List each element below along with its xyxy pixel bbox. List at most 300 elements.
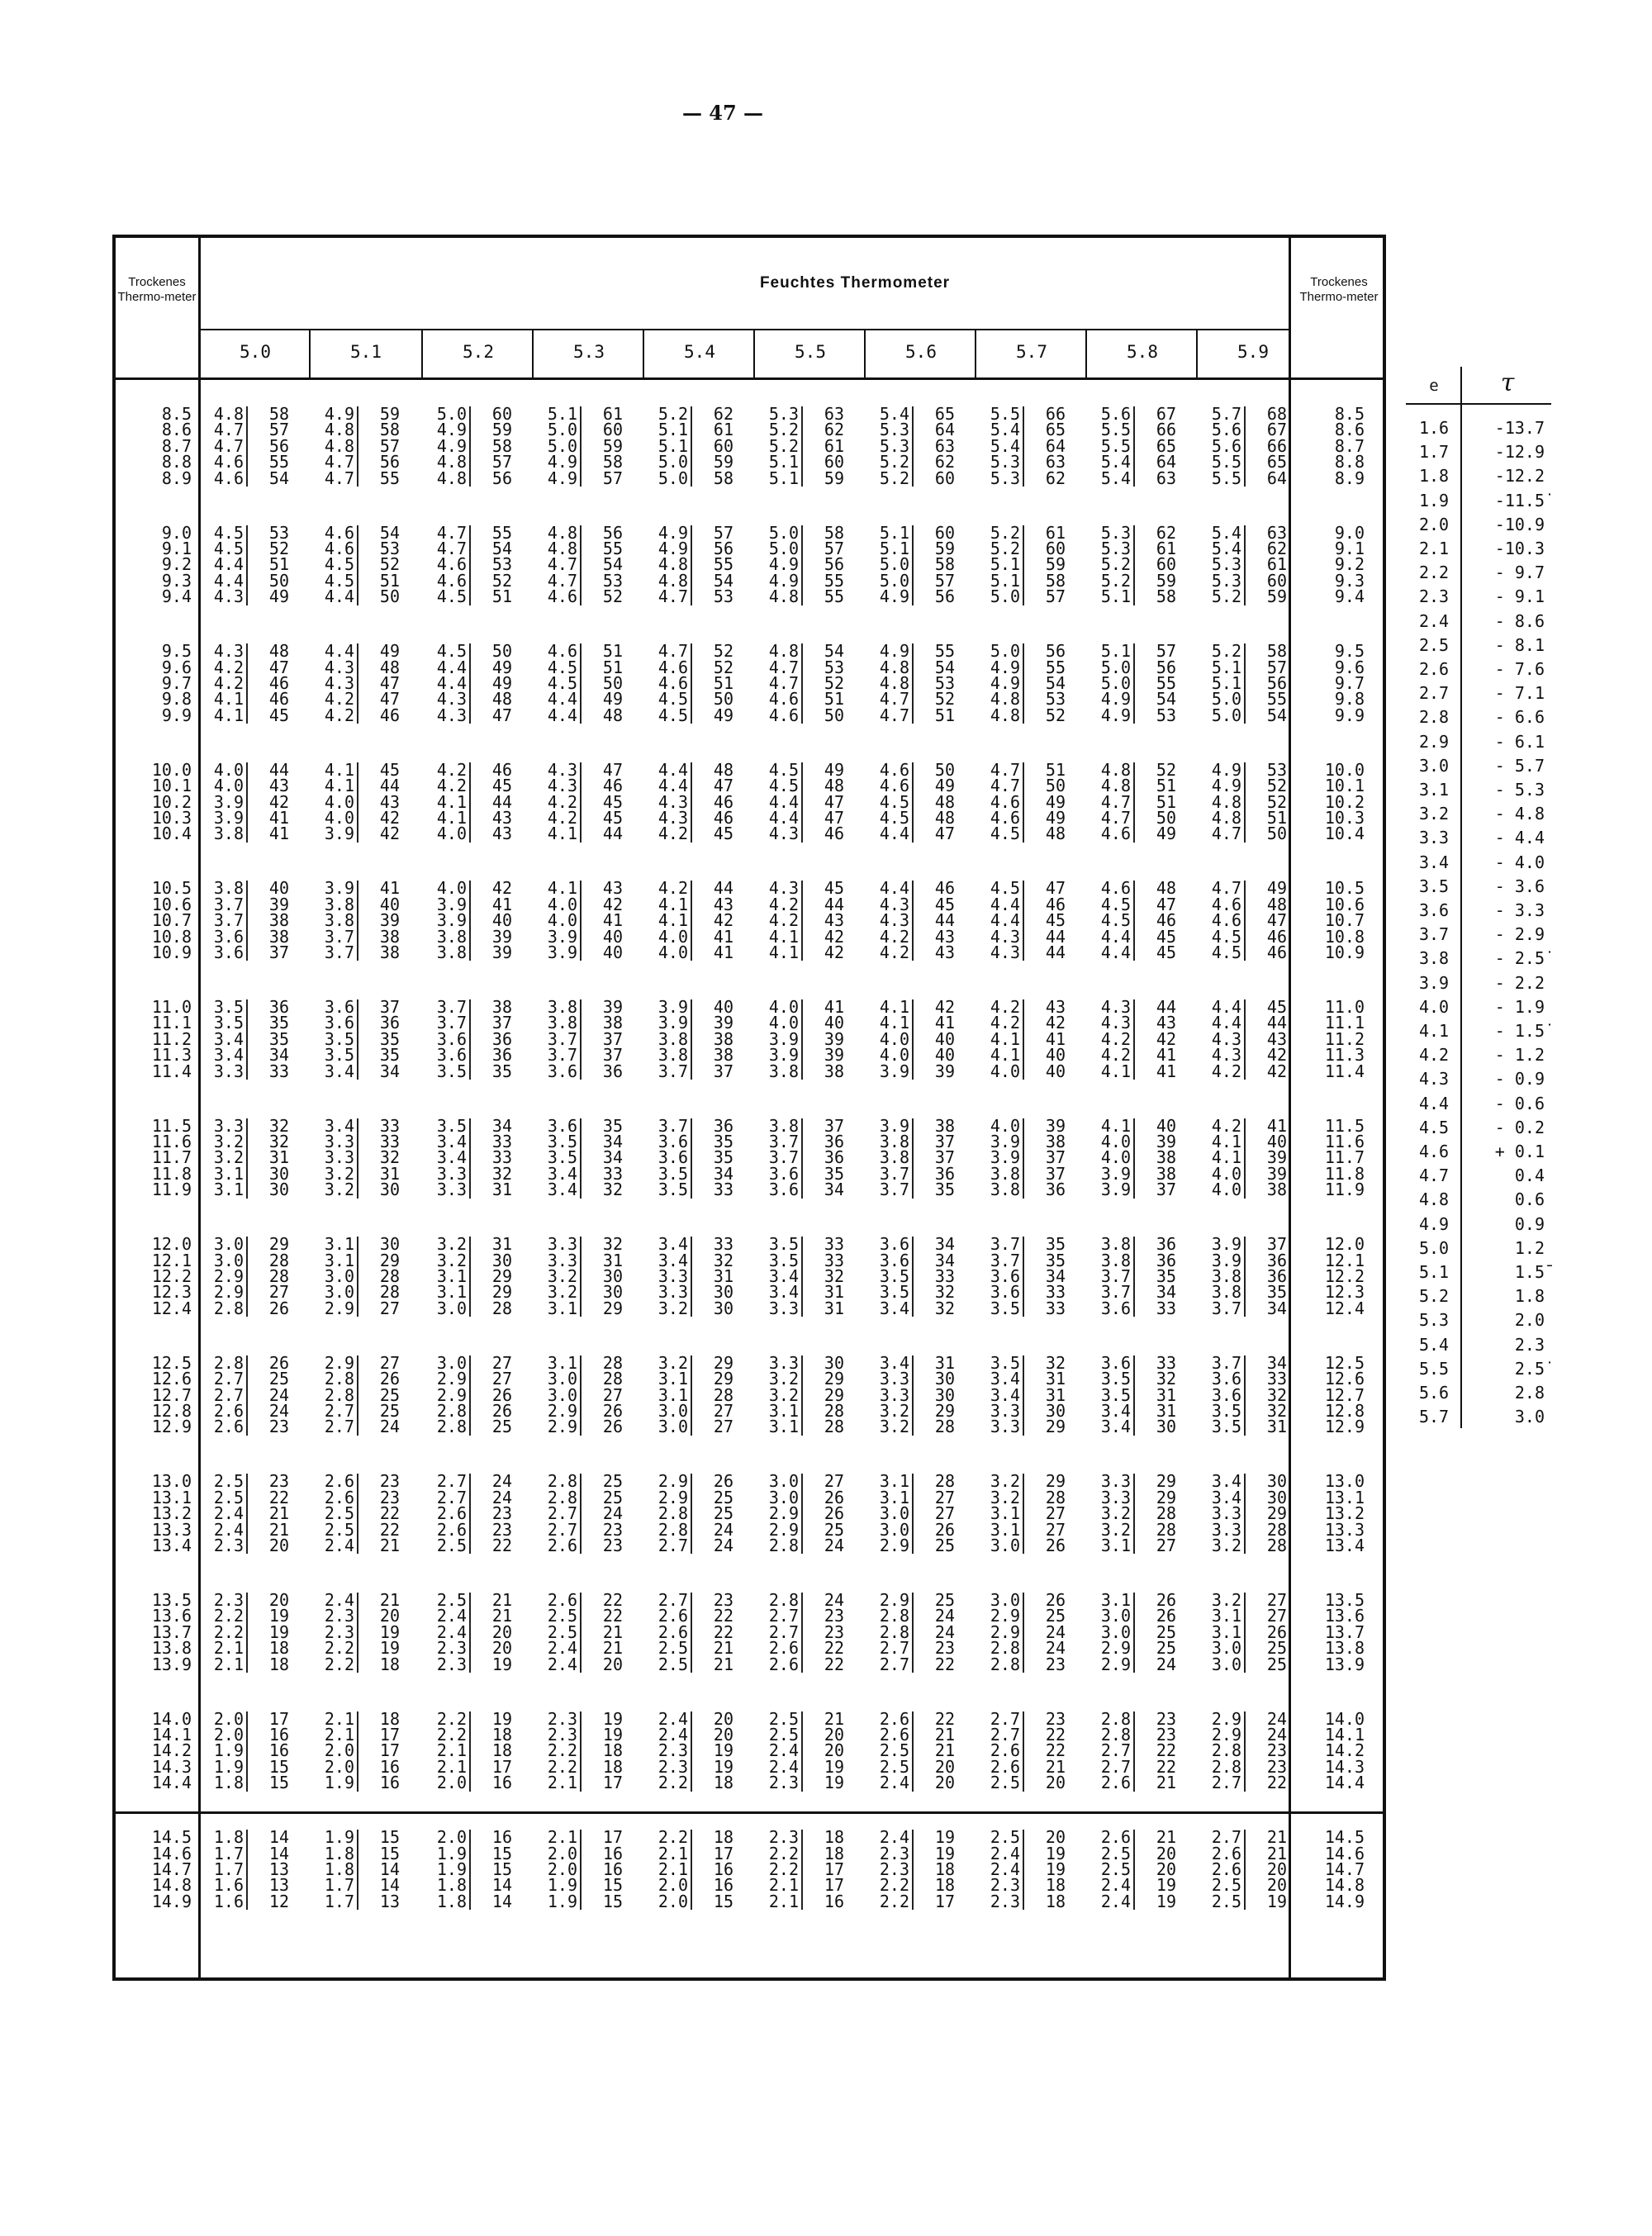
vapor-pressure-values: 4.8 4.7 4.7 4.6 4.6 bbox=[214, 406, 248, 487]
vapor-pressure-values: 2.6 2.5 2.5 2.4 2.4 bbox=[1101, 1830, 1135, 1910]
relative-humidity-values: 55 54 53 52 51 bbox=[491, 522, 512, 607]
side-table-row bbox=[1406, 730, 1551, 753]
relative-humidity-values: 42 41 40 40 39 bbox=[934, 997, 955, 1081]
value-cell bbox=[980, 1590, 1087, 1675]
vapor-pressure-values: 5.3 5.2 5.2 5.1 5.1 bbox=[769, 406, 803, 487]
value-cell bbox=[426, 643, 534, 726]
value-cell bbox=[203, 1708, 311, 1794]
dry-values-left: 12.0 12.1 12.2 12.3 12.4 bbox=[151, 1234, 192, 1318]
dry-values-left: 9.5 9.6 9.7 9.8 9.9 bbox=[161, 641, 192, 725]
side-table-row bbox=[1406, 1333, 1551, 1356]
vapor-pressure-values: 2.6 2.6 2.5 2.5 2.4 bbox=[325, 1474, 358, 1554]
relative-humidity-values: 23 22 21 21 20 bbox=[268, 1471, 289, 1556]
value-cell bbox=[980, 759, 1087, 845]
relative-humidity-values: 34 33 33 32 31 bbox=[491, 1115, 512, 1200]
value-cell bbox=[869, 878, 976, 963]
value-cell bbox=[537, 1471, 644, 1556]
side-tau-value: - 4.0 bbox=[1494, 852, 1545, 872]
value-cell bbox=[758, 1352, 866, 1438]
side-e-value: 2.8 bbox=[1418, 707, 1450, 728]
side-tau-value: - 0.2 bbox=[1494, 1117, 1545, 1137]
dry-values-left: 13.0 13.1 13.2 13.3 13.4 bbox=[151, 1471, 192, 1556]
relative-humidity-values: 27 27 26 26 25 bbox=[491, 1352, 512, 1437]
wet-column-header: 5.5 bbox=[795, 342, 826, 362]
side-tau-value: - 6.1 bbox=[1494, 731, 1545, 752]
vapor-pressure-values: 4.4 4.3 4.3 4.2 4.2 bbox=[325, 643, 358, 724]
relative-humidity-values: 56 55 54 53 52 bbox=[602, 522, 623, 607]
relative-humidity-values: 18 17 16 16 15 bbox=[713, 1827, 733, 1911]
value-cell bbox=[758, 406, 866, 489]
relative-humidity-values: 20 20 19 19 18 bbox=[713, 1708, 733, 1793]
relative-humidity-values: 52 52 51 50 49 bbox=[713, 641, 733, 725]
relative-humidity-values: 40 39 38 38 37 bbox=[713, 997, 733, 1081]
vapor-pressure-values: 3.0 3.0 2.9 2.9 2.8 bbox=[769, 1474, 803, 1554]
wet-column-header: 5.2 bbox=[463, 342, 494, 362]
value-cell bbox=[426, 1471, 534, 1556]
vapor-pressure-values: 2.6 2.5 2.5 2.4 2.4 bbox=[548, 1593, 582, 1673]
vapor-pressure-values: 3.4 3.4 3.3 3.3 3.2 bbox=[658, 1237, 692, 1317]
dry-values-right: 13.0 13.1 13.2 13.3 13.4 bbox=[1324, 1471, 1365, 1556]
side-table-row bbox=[1406, 585, 1551, 608]
vapor-pressure-values: 3.6 3.5 3.5 3.4 3.4 bbox=[1101, 1355, 1135, 1436]
relative-humidity-values: 19 19 18 18 17 bbox=[934, 1827, 955, 1911]
vapor-pressure-values: 4.6 4.5 4.5 4.4 4.4 bbox=[1101, 881, 1135, 961]
vapor-pressure-values: 3.0 2.9 2.9 2.8 2.8 bbox=[437, 1355, 471, 1436]
relative-humidity-values: 27 27 26 25 25 bbox=[1266, 1590, 1287, 1674]
vapor-pressure-values: 4.1 4.0 4.0 3.9 3.9 bbox=[548, 881, 582, 961]
side-e-value: 2.7 bbox=[1418, 683, 1450, 704]
side-table-row bbox=[1406, 1019, 1551, 1042]
vapor-pressure-values: 4.8 4.8 4.7 4.7 4.6 bbox=[548, 525, 582, 605]
dry-values-left: 11.5 11.6 11.7 11.8 11.9 bbox=[151, 1115, 192, 1200]
relative-humidity-values: 33 33 32 31 30 bbox=[379, 1115, 400, 1200]
side-e-value: 5.0 bbox=[1418, 1237, 1450, 1258]
vapor-pressure-values: 5.0 4.9 4.9 4.8 4.8 bbox=[990, 643, 1024, 724]
vapor-pressure-values: 2.3 2.2 2.2 2.1 2.1 bbox=[214, 1593, 248, 1673]
side-table-row bbox=[1406, 971, 1551, 995]
side-tau-value: -11.5̇ bbox=[1494, 490, 1545, 510]
side-tau-value: 0.6 bbox=[1514, 1189, 1545, 1210]
vapor-pressure-values: 5.3 5.3 5.2 5.2 5.1 bbox=[1101, 525, 1135, 605]
side-e-value: 4.7 bbox=[1418, 1165, 1450, 1186]
relative-humidity-values: 42 41 40 39 39 bbox=[491, 878, 512, 963]
vapor-pressure-values: 3.8 3.7 3.7 3.6 3.6 bbox=[769, 1118, 803, 1199]
value-cell bbox=[758, 1827, 866, 1912]
side-tau-value: 0.4 bbox=[1514, 1165, 1545, 1186]
relative-humidity-values: 23 22 22 21 20 bbox=[1045, 1708, 1066, 1793]
vapor-pressure-values: 2.2 2.2 2.1 2.1 2.0 bbox=[437, 1711, 471, 1792]
value-cell bbox=[1201, 1708, 1308, 1794]
side-tau-value: - 4.8 bbox=[1494, 804, 1545, 824]
value-cell bbox=[648, 999, 755, 1082]
vapor-pressure-values: 5.1 5.0 5.0 4.9 4.9 bbox=[548, 406, 582, 487]
value-cell bbox=[1090, 1471, 1198, 1556]
vapor-pressure-values: 2.9 2.8 2.8 2.7 2.7 bbox=[880, 1593, 914, 1673]
value-cell bbox=[758, 878, 866, 963]
dry-values-right: 8.5 8.6 8.7 8.8 8.9 bbox=[1334, 404, 1365, 488]
side-tau-value: - 5.3 bbox=[1494, 780, 1545, 800]
value-cell bbox=[203, 643, 311, 726]
side-tau-value: - 3.3 bbox=[1494, 900, 1545, 920]
vapor-pressure-values: 3.6 3.6 3.5 3.5 3.4 bbox=[325, 999, 358, 1080]
side-e-value: 4.6 bbox=[1418, 1142, 1450, 1161]
side-e-value: 3.0 bbox=[1418, 755, 1450, 776]
relative-humidity-values: 57 56 55 54 53 bbox=[1156, 641, 1176, 725]
relative-humidity-values: 34 33 32 32 31 bbox=[1266, 1352, 1287, 1437]
vapor-pressure-values: 3.3 3.3 3.2 3.2 3.1 bbox=[548, 1237, 582, 1317]
value-cell bbox=[203, 1471, 311, 1556]
vapor-pressure-values: 3.5 3.4 3.4 3.3 3.3 bbox=[990, 1355, 1024, 1436]
vapor-pressure-values: 2.7 2.6 2.6 2.5 2.5 bbox=[658, 1593, 692, 1673]
side-e-value: 4.3 bbox=[1418, 1069, 1450, 1090]
vapor-pressure-values: 5.2 5.1 5.1 5.0 5.0 bbox=[658, 406, 692, 487]
vapor-pressure-values: 1.9 1.8 1.8 1.7 1.7 bbox=[325, 1830, 358, 1910]
value-cell bbox=[648, 643, 755, 726]
relative-humidity-values: 30 30 29 28 28 bbox=[1266, 1471, 1287, 1556]
value-cell bbox=[980, 1234, 1087, 1319]
vapor-pressure-values: 4.9 4.8 4.8 4.7 4.7 bbox=[880, 643, 914, 724]
vapor-pressure-values: 2.7 2.7 2.6 2.6 2.5 bbox=[990, 1711, 1024, 1792]
relative-humidity-values: 20 19 19 18 18 bbox=[1045, 1827, 1066, 1911]
relative-humidity-values: 30 29 29 28 28 bbox=[824, 1352, 844, 1437]
value-cell bbox=[537, 1827, 644, 1912]
vapor-pressure-values: 4.4 4.4 4.3 4.3 4.2 bbox=[658, 762, 692, 843]
wet-column-header: 5.0 bbox=[240, 342, 271, 362]
side-tau-value: -10.9 bbox=[1494, 514, 1545, 534]
vapor-pressure-values: 3.9 3.9 3.8 3.8 3.7 bbox=[658, 999, 692, 1080]
side-table-row bbox=[1406, 899, 1551, 922]
value-cell bbox=[314, 522, 421, 608]
vapor-pressure-values: 4.5 4.4 4.4 4.3 4.3 bbox=[990, 881, 1024, 961]
value-cell bbox=[1201, 1234, 1308, 1319]
relative-humidity-values: 67 66 65 64 63 bbox=[1156, 404, 1176, 488]
relative-humidity-values: 26 26 25 25 24 bbox=[1156, 1590, 1176, 1674]
vapor-pressure-values: 3.2 3.1 3.1 3.0 3.0 bbox=[658, 1355, 692, 1436]
relative-humidity-values: 56 55 54 53 52 bbox=[1045, 641, 1066, 725]
side-tau-value: 3.0 bbox=[1514, 1407, 1545, 1427]
relative-humidity-values: 35 35 34 33 33 bbox=[1045, 1234, 1066, 1318]
value-cell bbox=[537, 878, 644, 963]
value-cell bbox=[869, 522, 976, 608]
relative-humidity-values: 28 28 27 26 26 bbox=[602, 1352, 623, 1437]
vapor-pressure-values: 5.1 5.1 5.0 5.0 4.9 bbox=[880, 525, 914, 605]
vapor-pressure-values: 4.0 4.0 3.9 3.9 3.8 bbox=[769, 999, 803, 1080]
value-cell bbox=[314, 1352, 421, 1438]
vapor-pressure-values: 3.9 3.9 3.8 3.8 3.7 bbox=[1212, 1237, 1246, 1317]
value-cell bbox=[758, 1115, 866, 1201]
value-cell bbox=[648, 406, 755, 489]
vapor-pressure-values: 4.3 4.2 4.2 4.1 4.1 bbox=[769, 881, 803, 961]
relative-humidity-values: 33 32 31 31 30 bbox=[1156, 1352, 1176, 1437]
value-cell bbox=[980, 406, 1087, 489]
vapor-pressure-values: 3.8 3.7 3.7 3.6 3.6 bbox=[214, 881, 248, 961]
vapor-pressure-values: 2.5 2.4 2.4 2.3 2.3 bbox=[990, 1830, 1024, 1910]
side-table-row bbox=[1406, 1308, 1551, 1332]
vapor-pressure-values: 3.8 3.8 3.7 3.7 3.6 bbox=[548, 999, 582, 1080]
relative-humidity-values: 66 65 64 63 62 bbox=[1045, 404, 1066, 488]
value-cell bbox=[426, 522, 534, 608]
dry-values-left: 11.0 11.1 11.2 11.3 11.4 bbox=[151, 997, 192, 1081]
side-e-value: 1.7 bbox=[1418, 442, 1450, 463]
relative-humidity-values: 24 24 23 23 22 bbox=[1266, 1708, 1287, 1793]
value-cell bbox=[648, 878, 755, 963]
vapor-pressure-values: 4.5 4.5 4.4 4.4 4.3 bbox=[214, 525, 248, 605]
side-tau-value: - 6.6 bbox=[1494, 707, 1545, 728]
side-e-value: 5.1 bbox=[1418, 1262, 1450, 1282]
value-cell bbox=[203, 406, 311, 489]
relative-humidity-values: 61 60 59 58 57 bbox=[602, 404, 623, 488]
vapor-pressure-values: 3.3 3.2 3.2 3.1 3.1 bbox=[214, 1118, 248, 1199]
value-cell bbox=[1201, 1115, 1308, 1201]
value-cell bbox=[203, 999, 311, 1082]
relative-humidity-values: 48 47 46 45 45 bbox=[1156, 878, 1176, 963]
vapor-pressure-values: 3.3 3.2 3.2 3.1 3.1 bbox=[769, 1355, 803, 1436]
relative-humidity-values: 52 51 51 50 49 bbox=[1156, 759, 1176, 844]
side-tau-value: - 3.6 bbox=[1494, 876, 1545, 896]
vapor-pressure-values: 4.3 4.3 4.2 4.2 4.1 bbox=[548, 762, 582, 843]
side-e-value: 3.6 bbox=[1418, 900, 1450, 920]
value-cell bbox=[314, 1471, 421, 1556]
relative-humidity-values: 54 53 52 51 50 bbox=[379, 522, 400, 607]
vapor-pressure-values: 2.1 2.0 2.0 1.9 1.9 bbox=[548, 1830, 582, 1910]
side-table-row bbox=[1406, 1357, 1551, 1380]
value-cell bbox=[1090, 1352, 1198, 1438]
side-table-row bbox=[1406, 1164, 1551, 1187]
side-tau-value: 0.9 bbox=[1514, 1213, 1545, 1234]
relative-humidity-values: 15 15 14 14 13 bbox=[379, 1827, 400, 1911]
relative-humidity-values: 17 16 16 15 15 bbox=[602, 1827, 623, 1911]
side-table-row bbox=[1406, 923, 1551, 946]
side-table-row bbox=[1406, 778, 1551, 801]
relative-humidity-values: 36 35 35 34 33 bbox=[268, 997, 289, 1081]
vapor-pressure-values: 4.4 4.4 4.3 4.3 4.2 bbox=[1212, 999, 1246, 1080]
relative-humidity-values: 41 40 39 38 38 bbox=[379, 878, 400, 963]
relative-humidity-values: 63 62 61 60 59 bbox=[1266, 522, 1287, 607]
value-cell bbox=[869, 1708, 976, 1794]
side-table-row bbox=[1406, 851, 1551, 874]
side-tau-value: - 9.7 bbox=[1494, 563, 1545, 583]
relative-humidity-values: 19 18 18 17 16 bbox=[491, 1708, 512, 1793]
value-cell bbox=[203, 1352, 311, 1438]
vapor-pressure-values: 2.4 2.4 2.3 2.3 2.2 bbox=[658, 1711, 692, 1792]
side-table-row bbox=[1406, 416, 1551, 439]
relative-humidity-values: 16 15 15 14 14 bbox=[491, 1827, 512, 1911]
value-cell bbox=[537, 1590, 644, 1675]
side-tau-value: - 0.9 bbox=[1494, 1069, 1545, 1090]
vapor-pressure-values: 2.6 2.6 2.5 2.5 2.4 bbox=[880, 1711, 914, 1792]
relative-humidity-values: 33 33 32 31 31 bbox=[824, 1234, 844, 1318]
side-tau-value: -13.7 bbox=[1494, 418, 1545, 438]
value-cell bbox=[1090, 1827, 1198, 1912]
relative-humidity-values: 44 43 42 41 41 bbox=[268, 759, 289, 844]
relative-humidity-values: 50 49 49 48 47 bbox=[491, 641, 512, 725]
dry-values-left: 12.5 12.6 12.7 12.8 12.9 bbox=[151, 1352, 192, 1437]
side-tau-value: - 4.4 bbox=[1494, 828, 1545, 848]
side-table-row bbox=[1406, 658, 1551, 681]
side-tau-value: 2.8 bbox=[1514, 1383, 1545, 1403]
side-tau-value: - 7.1 bbox=[1494, 683, 1545, 704]
side-table-row bbox=[1406, 947, 1551, 970]
dry-values-right: 14.0 14.1 14.2 14.3 14.4 bbox=[1324, 1708, 1365, 1793]
side-table-row bbox=[1406, 681, 1551, 705]
vapor-pressure-values: 2.8 2.8 2.7 2.7 2.6 bbox=[548, 1474, 582, 1554]
vapor-pressure-values: 4.1 4.1 4.0 4.0 3.9 bbox=[880, 999, 914, 1080]
relative-humidity-values: 43 42 41 40 40 bbox=[602, 878, 623, 963]
dry-values-left: 10.5 10.6 10.7 10.8 10.9 bbox=[151, 878, 192, 963]
relative-humidity-values: 27 26 26 25 24 bbox=[824, 1471, 844, 1556]
value-cell bbox=[648, 1827, 755, 1912]
wet-column-header: 5.3 bbox=[573, 342, 605, 362]
relative-humidity-values: 36 35 35 34 33 bbox=[713, 1115, 733, 1200]
value-cell bbox=[1090, 1115, 1198, 1201]
value-cell bbox=[869, 406, 976, 489]
relative-humidity-values: 59 58 57 56 55 bbox=[379, 404, 400, 488]
vapor-pressure-values: 2.4 2.3 2.3 2.2 2.2 bbox=[325, 1593, 358, 1673]
relative-humidity-values: 41 40 39 39 38 bbox=[824, 997, 844, 1081]
vapor-pressure-values: 2.9 2.9 2.8 2.8 2.7 bbox=[658, 1474, 692, 1554]
side-table-row bbox=[1406, 561, 1551, 584]
value-cell bbox=[980, 643, 1087, 726]
value-cell bbox=[1201, 878, 1308, 963]
vapor-pressure-values: 3.6 3.6 3.5 3.5 3.4 bbox=[880, 1237, 914, 1317]
side-tau-value: - 1.5̇ bbox=[1494, 1021, 1545, 1041]
wet-column-header: 5.4 bbox=[684, 342, 715, 362]
value-cell bbox=[980, 1352, 1087, 1438]
value-cell bbox=[537, 1352, 644, 1438]
side-table-row bbox=[1406, 1284, 1551, 1308]
value-cell bbox=[537, 759, 644, 845]
relative-humidity-values: 45 44 43 42 42 bbox=[1266, 997, 1287, 1081]
side-tau-value: - 9.1 bbox=[1494, 586, 1545, 607]
side-e-value: 3.8 bbox=[1418, 948, 1450, 969]
vapor-pressure-values: 4.4 4.3 4.3 4.2 4.2 bbox=[880, 881, 914, 961]
dry-values-right: 12.0 12.1 12.2 12.3 12.4 bbox=[1324, 1234, 1365, 1318]
relative-humidity-values: 53 52 52 51 50 bbox=[1266, 759, 1287, 844]
vapor-pressure-values: 5.6 5.5 5.5 5.4 5.4 bbox=[1101, 406, 1135, 487]
side-table-row bbox=[1406, 1213, 1551, 1236]
psychrometer-table bbox=[112, 235, 1386, 1981]
vapor-pressure-values: 5.2 5.1 5.1 5.0 5.0 bbox=[1212, 643, 1246, 724]
relative-humidity-values: 45 44 43 42 42 bbox=[824, 878, 844, 963]
value-cell bbox=[426, 1352, 534, 1438]
wet-column-header: 5.7 bbox=[1016, 342, 1047, 362]
value-cell bbox=[426, 759, 534, 845]
dry-thermometer-header-left: Trockenes Thermo-meter bbox=[117, 275, 197, 304]
relative-humidity-values: 60 59 58 57 56 bbox=[934, 522, 955, 607]
side-table-row bbox=[1406, 464, 1551, 487]
dry-values-right: 11.0 11.1 11.2 11.3 11.4 bbox=[1324, 997, 1365, 1081]
side-e-value: 5.6 bbox=[1418, 1383, 1450, 1403]
relative-humidity-values: 29 29 28 28 27 bbox=[1156, 1471, 1176, 1556]
value-cell bbox=[1090, 406, 1198, 489]
relative-humidity-values: 21 20 19 19 18 bbox=[379, 1590, 400, 1674]
side-e-value: 3.1 bbox=[1418, 780, 1450, 800]
value-cell bbox=[537, 1234, 644, 1319]
relative-humidity-values: 39 38 37 37 36 bbox=[1045, 1115, 1066, 1200]
value-cell bbox=[758, 643, 866, 726]
value-cell bbox=[203, 1590, 311, 1675]
dry-values-right: 10.0 10.1 10.2 10.3 10.4 bbox=[1324, 759, 1365, 844]
relative-humidity-values: 37 36 36 35 34 bbox=[1266, 1234, 1287, 1318]
side-e-value: 3.5 bbox=[1418, 876, 1450, 896]
vapor-pressure-values: 2.8 2.7 2.7 2.6 2.6 bbox=[214, 1355, 248, 1436]
value-cell bbox=[758, 1590, 866, 1675]
value-cell bbox=[203, 759, 311, 845]
side-table-row bbox=[1406, 754, 1551, 777]
side-e-value: 2.2 bbox=[1418, 563, 1450, 583]
side-table-row bbox=[1406, 1405, 1551, 1428]
side-tau-value: 1.2 bbox=[1514, 1237, 1545, 1258]
vapor-pressure-values: 4.2 4.2 4.1 4.1 4.0 bbox=[437, 762, 471, 843]
side-head-tau: τ bbox=[1500, 368, 1515, 397]
relative-humidity-values: 49 48 47 47 46 bbox=[824, 759, 844, 844]
side-tau-value: + 0.1 bbox=[1494, 1142, 1545, 1161]
side-table-row bbox=[1406, 537, 1551, 560]
relative-humidity-values: 58 57 56 55 54 bbox=[1266, 641, 1287, 725]
relative-humidity-values: 46 45 44 43 43 bbox=[934, 878, 955, 963]
side-table-row bbox=[1406, 1188, 1551, 1211]
side-e-value: 2.5 bbox=[1418, 634, 1450, 655]
side-e-value: 2.6 bbox=[1418, 659, 1450, 679]
value-cell bbox=[648, 1352, 755, 1438]
side-table-row bbox=[1406, 802, 1551, 825]
side-tau-value: - 2.2 bbox=[1494, 972, 1545, 993]
side-tau-value: - 5.7 bbox=[1494, 755, 1545, 776]
relative-humidity-values: 14 14 13 13 12 bbox=[268, 1827, 289, 1911]
value-cell bbox=[980, 999, 1087, 1082]
value-cell bbox=[869, 1115, 976, 1201]
vapor-pressure-values: 4.5 4.4 4.4 4.3 4.3 bbox=[437, 643, 471, 724]
side-table-row bbox=[1406, 634, 1551, 657]
side-table-row bbox=[1406, 875, 1551, 898]
value-cell bbox=[1090, 1708, 1198, 1794]
relative-humidity-values: 43 42 41 40 40 bbox=[1045, 997, 1066, 1081]
value-cell bbox=[426, 1827, 534, 1912]
side-e-value: 5.7 bbox=[1418, 1407, 1450, 1427]
vapor-pressure-values: 3.5 3.4 3.4 3.3 3.3 bbox=[437, 1118, 471, 1199]
side-e-value: 2.3 bbox=[1418, 586, 1450, 607]
relative-humidity-values: 23 23 22 22 21 bbox=[1156, 1708, 1176, 1793]
wet-column-header: 5.6 bbox=[905, 342, 937, 362]
value-cell bbox=[1090, 1234, 1198, 1319]
value-cell bbox=[980, 1827, 1087, 1912]
value-cell bbox=[203, 1234, 311, 1319]
value-cell bbox=[537, 1708, 644, 1794]
value-cell bbox=[648, 1708, 755, 1794]
vapor-pressure-values: 3.2 3.2 3.1 3.1 3.0 bbox=[990, 1474, 1024, 1554]
vapor-pressure-values: 4.2 4.1 4.1 4.0 4.0 bbox=[658, 881, 692, 961]
page-number: — 47 — bbox=[681, 101, 764, 125]
dry-values-right: 13.5 13.6 13.7 13.8 13.9 bbox=[1324, 1590, 1365, 1674]
vapor-pressure-values: 3.0 3.0 2.9 2.9 2.8 bbox=[214, 1237, 248, 1317]
relative-humidity-values: 26 25 24 24 23 bbox=[268, 1352, 289, 1437]
relative-humidity-values: 23 23 22 22 21 bbox=[379, 1471, 400, 1556]
vapor-pressure-values: 2.5 2.5 2.4 2.4 2.3 bbox=[769, 1711, 803, 1792]
relative-humidity-values: 21 21 20 20 19 bbox=[491, 1590, 512, 1674]
wet-column-header: 5.9 bbox=[1237, 342, 1269, 362]
vapor-pressure-values: 5.5 5.4 5.4 5.3 5.3 bbox=[990, 406, 1024, 487]
value-cell bbox=[426, 1590, 534, 1675]
relative-humidity-values: 45 44 43 42 42 bbox=[379, 759, 400, 844]
relative-humidity-values: 20 19 19 18 18 bbox=[268, 1590, 289, 1674]
value-cell bbox=[314, 1827, 421, 1912]
value-cell bbox=[1201, 999, 1308, 1082]
side-tau-value: - 2.5̇ bbox=[1494, 948, 1545, 969]
value-cell bbox=[426, 1708, 534, 1794]
relative-humidity-values: 44 43 42 41 41 bbox=[713, 878, 733, 963]
relative-humidity-values: 31 30 29 29 28 bbox=[491, 1234, 512, 1318]
vapor-pressure-values: 4.1 4.0 4.0 3.9 3.9 bbox=[1101, 1118, 1135, 1199]
